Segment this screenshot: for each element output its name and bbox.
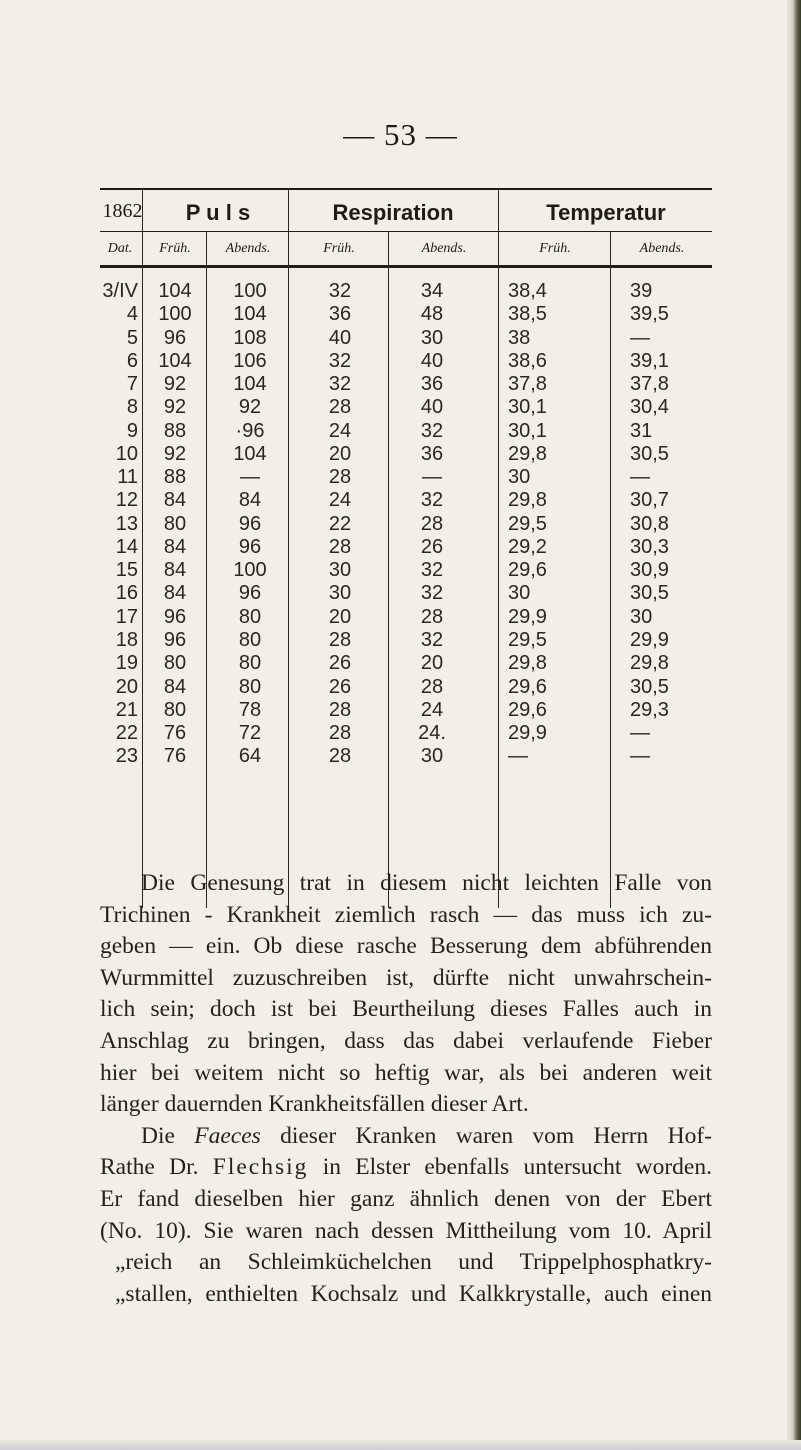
table-subheader-row [100,241,712,263]
temp-evening-cell: 29,3 [630,698,669,721]
table-header-row [100,200,712,230]
page-number: — 53 — [343,117,458,152]
resp-morning-cell: 32 [328,349,352,372]
table-row [100,652,712,675]
table-row [100,280,712,303]
puls-evening-cell: 80 [238,605,262,628]
table-row [100,513,712,536]
resp-evening-cell: 20 [420,652,444,675]
temp-morning-cell: 30 [508,466,531,489]
resp-evening-cell: 36 [420,442,444,465]
resp-evening-cell: 32 [420,582,444,605]
subheader-temp-evening: Abends. [639,241,685,256]
resp-evening-cell: 30 [420,745,444,768]
temp-morning-cell: 29,8 [508,442,547,465]
temp-evening-cell: 37,8 [630,373,669,396]
temp-morning-cell: 29,6 [508,675,547,698]
puls-morning-cell: 92 [163,396,187,419]
date-cell: 11 [117,466,138,489]
puls-evening-cell: 84 [238,489,262,512]
paragraph-1 [100,868,712,1121]
date-cell: 13 [115,512,138,535]
puls-morning-cell: 96 [163,628,187,651]
temp-evening-cell: 30,4 [630,396,669,419]
temp-morning-cell: 29,5 [508,628,547,651]
date-cell: 12 [115,489,138,512]
temp-morning-cell: 38,5 [508,303,547,326]
temp-evening-cell: 29,9 [630,628,669,651]
puls-header: P u l s [185,200,251,225]
resp-morning-cell: 28 [328,698,352,721]
temp-evening-cell: 39,1 [630,349,669,372]
temp-morning-cell: 29,9 [508,722,547,745]
temp-morning-cell: 29,2 [508,535,547,558]
puls-morning-cell: 80 [163,698,187,721]
date-cell: 4 [126,303,138,326]
temp-morning-cell: 38 [508,326,531,349]
text-line [100,1152,712,1184]
puls-morning-cell: 84 [163,489,187,512]
date-cell: 16 [115,582,138,605]
resp-evening-cell: 30 [420,326,444,349]
puls-morning-cell: 92 [163,442,187,465]
temp-evening-cell: 30,9 [630,559,669,582]
resp-morning-cell: 26 [328,652,352,675]
temp-morning-cell: 38,4 [508,280,547,302]
resp-morning-cell: 28 [328,396,352,419]
puls-evening-cell: 80 [238,675,262,698]
resp-morning-cell: 28 [328,722,352,745]
resp-evening-cell: 26 [420,535,444,558]
puls-evening-cell: ·96 [235,419,265,442]
resp-morning-cell: 36 [328,303,352,326]
table-row [100,303,712,326]
resp-evening-cell: 32 [420,628,444,651]
resp-morning-cell: 32 [328,280,352,302]
text-line: länger dauernden Krankheitsfällen dieser Art. [100,1091,529,1118]
table-row [100,350,712,373]
resp-evening-cell: 40 [420,349,444,372]
text-line: Die Genesung trat in diesem nicht leichten Falle von [141,870,712,896]
temp-morning-cell: 29,5 [508,512,547,535]
temp-morning-cell: 30,1 [508,396,547,419]
table-row [100,606,712,629]
text-line: geben — ein. Ob diese rasche Besserung dem abführenden [100,933,712,960]
temp-evening-cell: 31 [630,419,653,442]
resp-morning-cell: 22 [328,512,352,535]
temp-morning-cell: 29,6 [508,698,547,721]
table-row [100,745,712,768]
table-body [100,280,712,769]
temp-evening-cell: 30,8 [630,512,669,535]
date-cell: 22 [115,722,138,745]
table-row [100,536,712,559]
respiration-header: Respiration [332,200,454,225]
italic-term: Faeces [194,1122,261,1149]
text-line: „reich an Schleimküchelchen und Trippelphosphatkry- [115,1249,712,1276]
temp-evening-cell: — [630,722,650,745]
temperatur-header: Temperatur [546,200,666,225]
table-row [100,582,712,605]
date-cell: 8 [126,396,138,419]
date-cell: 6 [126,349,138,372]
resp-morning-cell: 28 [328,628,352,651]
temp-morning-cell: 37,8 [508,373,547,396]
table-top-rule [100,188,712,190]
temp-evening-cell: 30,5 [630,582,669,605]
puls-morning-cell: 96 [163,326,187,349]
temp-morning-cell: 29,8 [508,652,547,675]
puls-morning-cell: 80 [163,652,187,675]
resp-evening-cell: 34 [420,280,444,302]
resp-evening-cell: 48 [420,303,444,326]
paragraph-2 [100,1121,712,1311]
text-fragment: in Elster ebenfalls untersucht worden. [308,1154,712,1181]
temp-morning-cell: 30 [508,582,531,605]
table-row [100,420,712,443]
body-text [100,868,712,1310]
resp-morning-cell: 20 [328,442,352,465]
temp-morning-cell: 29,9 [508,605,547,628]
resp-morning-cell: 26 [328,675,352,698]
temp-evening-cell: 30,5 [630,442,669,465]
text-line: Trichinen - Krankheit ziemlich rasch — das muss ich zu- [100,901,712,928]
date-cell: 9 [126,419,138,442]
temp-evening-cell: 30,7 [630,489,669,512]
date-cell: 5 [126,326,138,349]
text-line: Wurmmittel zuzuschreiben ist, dürfte nicht unwahrschein- [100,964,712,991]
text-line: Er fand dieselben hier ganz ähnlich denen von der Ebert [100,1185,712,1212]
table-subheader-rule [100,265,712,268]
spaced-name: Flechsig [212,1154,309,1181]
resp-evening-cell: 32 [420,559,444,582]
temp-evening-cell: 39,5 [630,303,669,326]
puls-morning-cell: 104 [158,280,192,302]
table-row [100,559,712,582]
puls-morning-cell: 84 [163,535,187,558]
resp-morning-cell: 24 [328,489,352,512]
puls-evening-cell: 64 [238,745,262,768]
temp-evening-cell: — [630,745,650,768]
date-cell: 14 [115,535,138,558]
puls-evening-cell: 80 [238,652,262,675]
resp-evening-cell: 28 [420,675,444,698]
puls-morning-cell: 84 [163,675,187,698]
puls-evening-cell: 92 [238,396,262,419]
resp-evening-cell: 28 [420,605,444,628]
date-cell: 7 [126,373,138,396]
subheader-resp-morning: Früh. [323,241,355,256]
text-line [100,1121,712,1153]
table-row [100,676,712,699]
puls-morning-cell: 84 [163,559,187,582]
resp-morning-cell: 28 [328,745,352,768]
resp-evening-cell: 32 [420,419,444,442]
puls-morning-cell: 100 [158,303,192,326]
temp-evening-cell: 30,3 [630,535,669,558]
puls-evening-cell: 106 [233,349,267,372]
resp-evening-cell: 28 [420,512,444,535]
resp-morning-cell: 40 [328,326,352,349]
resp-morning-cell: 32 [328,373,352,396]
date-cell: 18 [115,628,138,651]
resp-morning-cell: 28 [328,466,352,489]
resp-morning-cell: 28 [328,535,352,558]
subheader-puls-evening: Abends. [225,241,271,256]
text-fragment: dieser Kranken waren vom Herrn Hof- [260,1122,712,1149]
subheader-temp-morning: Früh. [539,241,571,256]
text-line: „stallen, enthielten Kochsalz und Kalkkrystalle, auch einen [115,1280,712,1307]
puls-morning-cell: 76 [163,722,187,745]
resp-morning-cell: 24 [328,419,352,442]
date-cell: 20 [115,675,138,698]
table-row [100,443,712,466]
resp-morning-cell: 30 [328,582,352,605]
temp-evening-cell: 30 [630,605,653,628]
puls-evening-cell: 104 [233,303,267,326]
resp-evening-cell: — [422,466,442,489]
text-line: Anschlag zu bringen, dass das dabei verlaufende Fieber [100,1027,712,1054]
date-cell: 15 [115,559,138,582]
puls-evening-cell: 100 [233,280,267,302]
date-cell: 3/IV [102,280,138,302]
table-row [100,722,712,745]
date-cell: 10 [115,442,138,465]
temp-morning-cell: 30,1 [508,419,547,442]
temp-evening-cell: 39 [630,280,653,302]
table-row [100,629,712,652]
year-header: 1862 [102,200,143,222]
temp-evening-cell: — [630,326,650,349]
subheader-resp-evening: Abends. [421,241,467,256]
text-line: lich sein; doch ist bei Beurtheilung dieses Falles auch in [100,996,712,1023]
puls-morning-cell: 76 [163,745,187,768]
temp-morning-cell: — [508,745,528,768]
temp-evening-cell: — [630,466,650,489]
page-edge [787,0,801,1450]
puls-morning-cell: 104 [158,349,192,372]
puls-evening-cell: 80 [238,628,262,651]
table-row [100,327,712,350]
page-bottom-edge [0,1440,801,1450]
resp-evening-cell: 40 [420,396,444,419]
resp-evening-cell: 24 [420,698,444,721]
date-cell: 19 [115,652,138,675]
puls-evening-cell: 96 [238,512,262,535]
temp-evening-cell: 29,8 [630,652,669,675]
date-cell: 17 [115,605,138,628]
puls-morning-cell: 88 [163,419,187,442]
puls-morning-cell: 84 [163,582,187,605]
temp-morning-cell: 29,8 [508,489,547,512]
temp-morning-cell: 29,6 [508,559,547,582]
puls-evening-cell: 108 [233,326,267,349]
table-header-rule [100,231,712,232]
puls-evening-cell: 72 [238,722,262,745]
puls-evening-cell: — [240,466,260,489]
temp-evening-cell: 30,5 [630,675,669,698]
table-row [100,396,712,419]
puls-evening-cell: 78 [238,698,262,721]
table-row [100,489,712,512]
text-fragment: Die [141,1122,195,1149]
subheader-puls-morning: Früh. [159,241,191,256]
temp-morning-cell: 38,6 [508,349,547,372]
puls-evening-cell: 100 [233,559,267,582]
puls-morning-cell: 88 [163,466,187,489]
date-cell: 21 [115,698,138,721]
subheader-date: Dat. [107,241,133,256]
resp-evening-cell: 36 [420,373,444,396]
text-line: (No. 10). Sie waren nach dessen Mittheilung vom 10. April [100,1217,712,1244]
puls-morning-cell: 96 [163,605,187,628]
puls-morning-cell: 92 [163,373,187,396]
resp-morning-cell: 30 [328,559,352,582]
puls-morning-cell: 80 [163,512,187,535]
text-line: hier bei weitem nicht so heftig war, als bei anderen weit [100,1059,712,1086]
puls-evening-cell: 104 [233,373,267,396]
table-row [100,699,712,722]
resp-morning-cell: 20 [328,605,352,628]
table-row [100,466,712,489]
puls-evening-cell: 96 [238,582,262,605]
table-row [100,373,712,396]
text-fragment: Rathe Dr. [100,1154,213,1181]
puls-evening-cell: 104 [233,442,267,465]
resp-evening-cell: 32 [420,489,444,512]
resp-evening-cell: 24. [418,722,446,745]
date-cell: 23 [115,745,138,768]
puls-evening-cell: 96 [238,535,262,558]
